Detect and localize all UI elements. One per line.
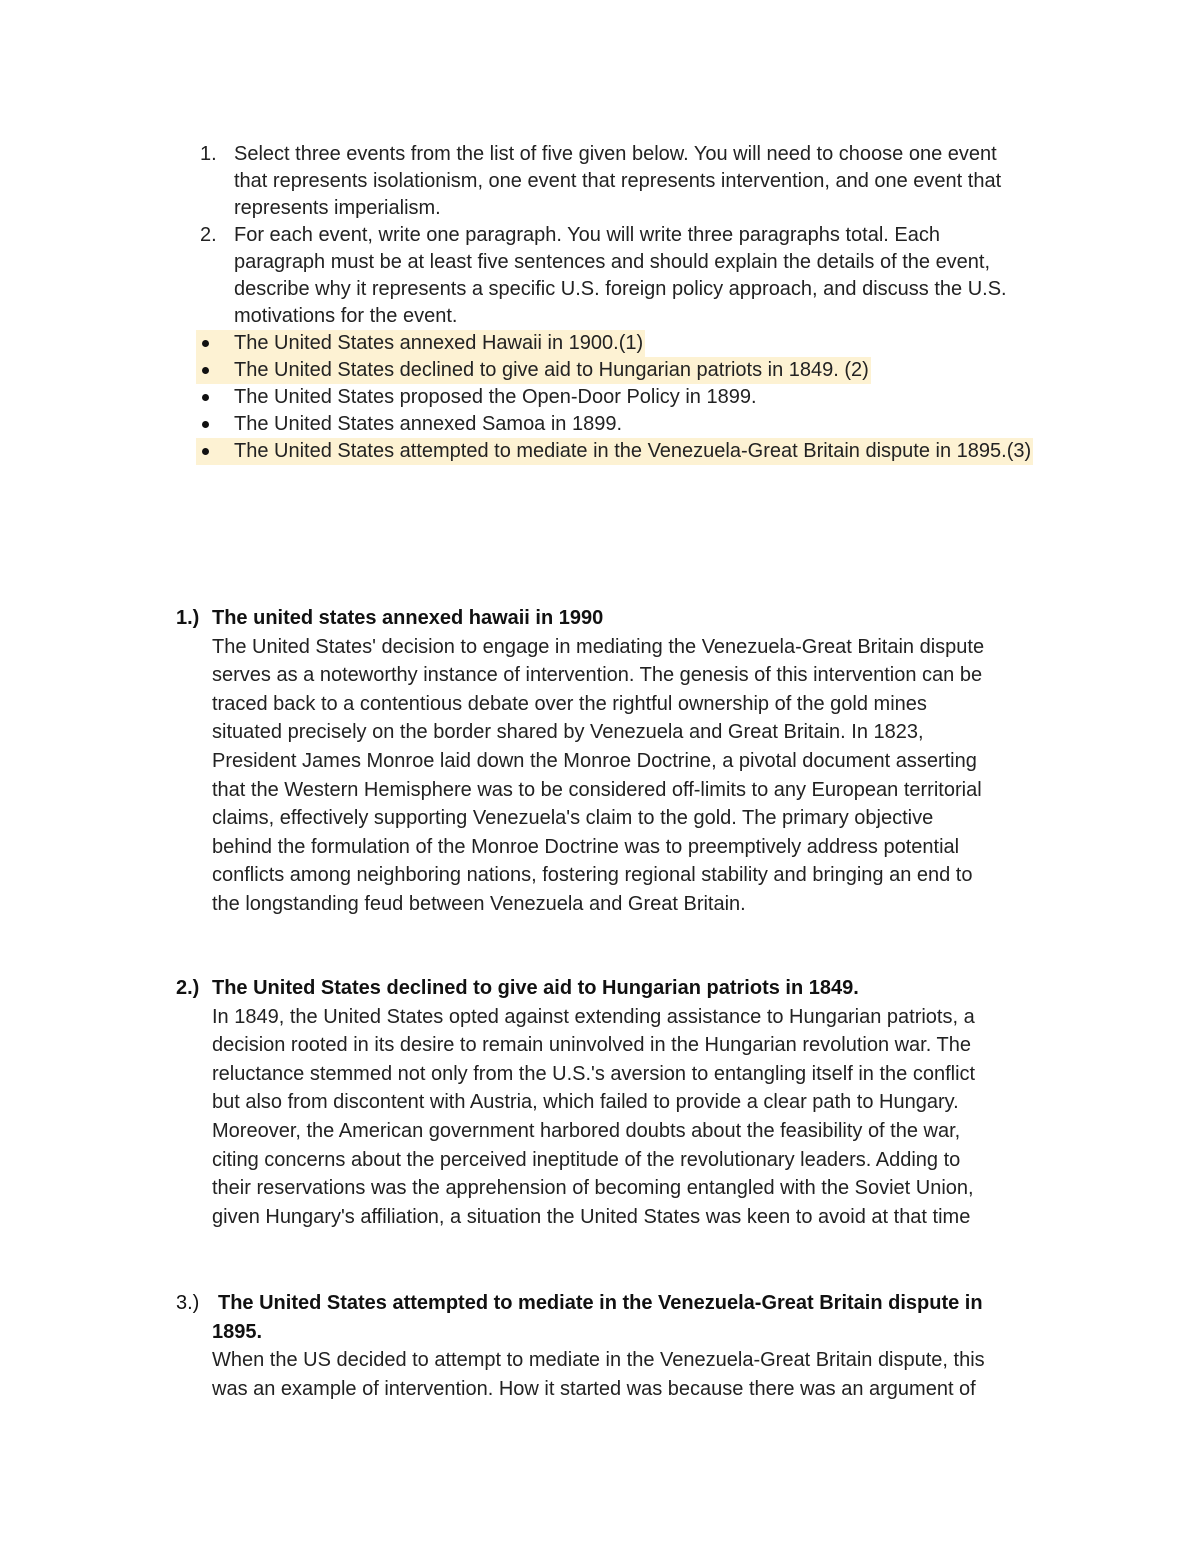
body-line: behind the formulation of the Monroe Doctrine was to preemptively address potential: [212, 835, 960, 858]
body-line: The United States' decision to engage in mediating the Venezuela-Great Britain dispute: [212, 635, 985, 658]
body-line: reluctance stemmed not only from the U.S.'s aversion to entangling itself in the conflict: [212, 1062, 976, 1085]
body-line: In 1849, the United States opted against extending assistance to Hungarian patriots, a: [212, 1005, 975, 1028]
section-number: 1.): [176, 607, 200, 629]
bullet-icon: [202, 367, 209, 374]
body-line: serves as a noteworthy instance of intervention. The genesis of this intervention can be: [212, 664, 983, 687]
instructions-list: [196, 141, 1076, 465]
section-number: 3.): [176, 1292, 200, 1314]
essay-section-3: [176, 1289, 1056, 1403]
event-item: [196, 411, 1076, 438]
bullet-icon: [202, 340, 209, 347]
event-item: [196, 384, 1076, 411]
instruction-text: For each event, write one paragraph. You will write three paragraphs total. Each paragraph must be at least five sentences and should explain the details of the event, describe why it represents a specific U.S. foreign policy approach, and discuss the U.S. motivations for the event.: [234, 224, 1007, 327]
section-body: [176, 1003, 1056, 1232]
body-line: given Hungary's affiliation, a situation the United States was keen to avoid at that time: [212, 1205, 971, 1228]
body-line: but also from discontent with Austria, which failed to provide a clear path to Hungary.: [212, 1091, 959, 1114]
body-line: traced back to a contentious debate over the rightful ownership of the gold mines: [212, 692, 927, 715]
bullet-icon: [202, 421, 209, 428]
event-text: The United States attempted to mediate in the Venezuela-Great Britain dispute in 1895.(3): [234, 440, 1032, 462]
body-line: citing concerns about the perceived ineptitude of the revolutionary leaders. Adding to: [212, 1148, 961, 1171]
body-line: claims, effectively supporting Venezuela's claim to the gold. The primary objective: [212, 807, 934, 830]
section-body: [176, 633, 1056, 919]
body-line: When the US decided to attempt to mediate in the Venezuela-Great Britain dispute, this: [212, 1349, 985, 1372]
event-item-highlight: [196, 330, 645, 357]
event-list: [196, 330, 1076, 465]
section-heading: [176, 1289, 1056, 1346]
body-line: their reservations was the apprehension of becoming entangled with the Soviet Union,: [212, 1177, 974, 1200]
instruction-item-2: [196, 222, 1076, 330]
event-text: The United States declined to give aid to Hungarian patriots in 1849. (2): [234, 359, 869, 381]
section-heading: [176, 974, 1056, 1003]
event-text: The United States annexed Samoa in 1899.: [234, 413, 623, 435]
section-title-line: 1895.: [212, 1320, 263, 1343]
bullet-icon: [202, 448, 209, 455]
body-line: situated precisely on the border shared by Venezuela and Great Britain. In 1823,: [212, 721, 924, 744]
event-text: The United States annexed Hawaii in 1900.(1): [234, 332, 644, 354]
section-title-line: The United States attempted to mediate in the Venezuela-Great Britain dispute in: [218, 1292, 983, 1314]
event-item: [196, 438, 1033, 465]
section-title: The United States declined to give aid to Hungarian patriots in 1849.: [212, 977, 859, 999]
event-item-highlight: [196, 357, 871, 384]
instruction-text: Select three events from the list of five given below. You will need to choose one event that represents isolationism, one event that represents intervention, and one event that represents imperialism.: [234, 143, 1002, 219]
body-line: was an example of intervention. How it started was because there was an argument of: [212, 1377, 976, 1400]
section-body: [176, 1346, 1056, 1403]
body-line: that the Western Hemisphere was to be considered off-limits to any European territorial: [212, 778, 982, 801]
section-heading: [176, 604, 1056, 633]
body-line: conflicts among neighboring nations, fostering regional stability and bringing an end to: [212, 864, 973, 887]
event-item-highlight: [196, 438, 1033, 465]
instruction-number: 1.: [200, 143, 217, 165]
body-line: Moreover, the American government harbored doubts about the feasibility of the war,: [212, 1119, 961, 1142]
essay-section-1: [176, 604, 1056, 919]
instruction-number: 2.: [200, 224, 217, 246]
event-item: [196, 357, 871, 384]
bullet-icon: [202, 394, 209, 401]
section-title: The united states annexed hawaii in 1990: [212, 607, 604, 629]
body-line: the longstanding feud between Venezuela and Great Britain.: [212, 892, 746, 915]
instruction-item-1: [196, 141, 1076, 222]
section-number: 2.): [176, 977, 200, 999]
body-line: decision rooted in its desire to remain uninvolved in the Hungarian revolution war. The: [212, 1034, 971, 1057]
body-line: President James Monroe laid down the Monroe Doctrine, a pivotal document asserting: [212, 749, 977, 772]
event-text: The United States proposed the Open-Door Policy in 1899.: [234, 386, 757, 408]
event-item: [196, 330, 645, 357]
essay-section-2: [176, 974, 1056, 1231]
